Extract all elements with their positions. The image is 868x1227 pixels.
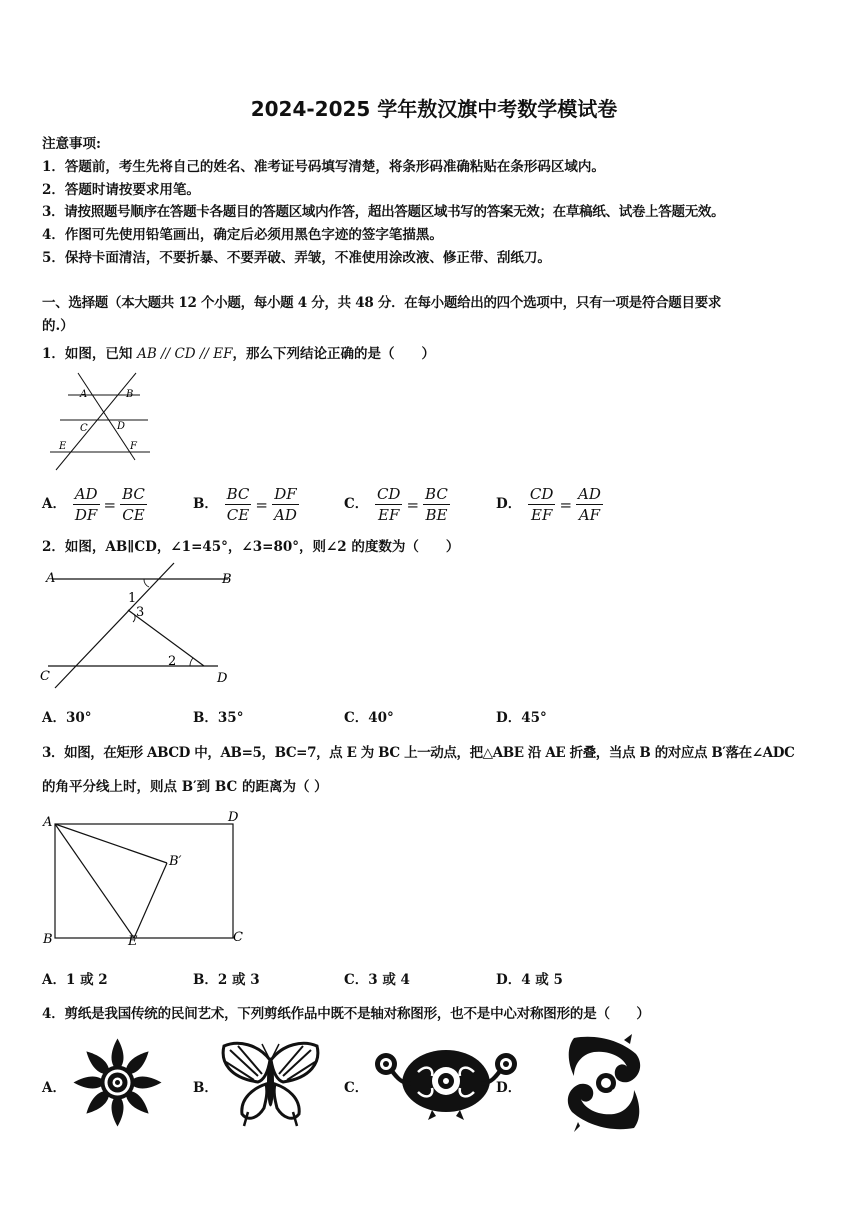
label-A: A (43, 815, 53, 830)
question-2-text: 2．如图，AB∥CD，∠1=45°，∠3=80°，则∠2 的度数为（ ） (42, 539, 460, 555)
section-heading: 一、选择题（本大题共 12 个小题，每小题 4 分，共 48 分．在每小题给出的四个选项中，只有一项是符合题目要求 (42, 295, 722, 311)
question-1-option-a[interactable]: A． $\frac{AD}{DF}$ = $\frac{BC}{CE}$ (42, 485, 145, 524)
question-3-option-b[interactable]: B．2 或 3 (193, 972, 260, 988)
label-B: B (43, 932, 53, 947)
angle-2-label: 2 (168, 654, 177, 669)
question-2-option-d[interactable]: D．45° (496, 710, 547, 726)
question-2-figure (38, 560, 238, 690)
question-4-text: 4．剪纸是我国传统的民间艺术，下列剪纸作品中既不是轴对称图形，也不是中心对称图形的是（ ） (42, 1006, 650, 1022)
question-3-text: 3．如图，在矩形 ABCD 中，AB=5，BC=7，点 E 为 BC 上一动点，把△ABE 沿 AE 折叠，当点 B 的对应点 B′落在∠ADC (42, 745, 795, 761)
label-D: D (228, 810, 239, 825)
question-3-text-cont: 的角平分线上时，则点 B′到 BC 的距离为（ ） (42, 779, 328, 795)
question-1-option-b[interactable]: B． $\frac{BC}{CE}$ = $\frac{DF}{AD}$ (193, 485, 297, 524)
label-B-prime: B′ (169, 854, 182, 869)
butterfly-papercut-icon (218, 1040, 323, 1128)
notice-item: 5．保持卡面清洁，不要折暴、不要弄破、弄皱，不准使用涂改液、修正带、刮纸刀。 (42, 250, 551, 266)
label-F: F (130, 441, 137, 452)
notice-item: 4．作图可先使用铅笔画出，确定后必须用黑色字迹的签字笔描黑。 (42, 227, 443, 243)
label-A: A (46, 571, 56, 586)
question-3-option-d[interactable]: D．4 或 5 (496, 972, 563, 988)
label-D: D (217, 671, 228, 686)
question-2-option-c[interactable]: C．40° (344, 710, 394, 726)
question-4-option-c[interactable]: C． (344, 1080, 369, 1096)
question-3-option-c[interactable]: C．3 或 4 (344, 972, 410, 988)
question-4-option-d[interactable]: D． (496, 1080, 522, 1096)
question-1-figure (40, 368, 160, 476)
notice-item: 3．请按照题号顺序在答题卡各题目的答题区域内作答，超出答题区域书写的答案无效；在草稿纸、试卷上答题无效。 (42, 204, 725, 220)
label-C: C (80, 423, 88, 434)
question-1-option-d[interactable]: D． $\frac{CD}{EF}$ = $\frac{AD}{AF}$ (496, 485, 601, 524)
notice-item: 1．答题前，考生先将自己的姓名、准考证号码填写清楚，将条形码准确粘贴在条形码区域内。 (42, 159, 605, 175)
question-4-option-a[interactable]: A． (42, 1080, 66, 1096)
label-E: E (128, 934, 138, 948)
question-3-figure (38, 808, 253, 948)
question-2-option-a[interactable]: A．30° (42, 710, 92, 726)
notice-heading: 注意事项: (42, 136, 101, 152)
notice-item: 2．答题时请按要求用笔。 (42, 182, 200, 198)
label-B: B (126, 389, 134, 400)
flower-papercut-icon (70, 1035, 165, 1130)
angle-3-label: 3 (136, 605, 145, 620)
section-heading-cont: 的.） (42, 318, 74, 334)
label-E: E (59, 441, 67, 452)
question-3-option-a[interactable]: A．1 或 2 (42, 972, 108, 988)
label-B: B (222, 572, 232, 587)
label-A: A (80, 389, 88, 400)
question-1-option-c[interactable]: C． $\frac{CD}{EF}$ = $\frac{BC}{BE}$ (344, 485, 448, 524)
question-2-option-b[interactable]: B．35° (193, 710, 244, 726)
swirl-papercut-icon (562, 1034, 646, 1132)
question-1-text: 1．如图，已知 AB // CD // EF，那么下列结论正确的是（ ） (42, 346, 435, 362)
label-D: D (117, 421, 126, 432)
label-C: C (233, 930, 243, 945)
question-4-option-b[interactable]: B． (193, 1080, 218, 1096)
angle-1-label: 1 (128, 591, 137, 606)
page-title: 2024-2025 学年敖汉旗中考数学模试卷 (250, 97, 618, 121)
label-C: C (40, 669, 50, 684)
